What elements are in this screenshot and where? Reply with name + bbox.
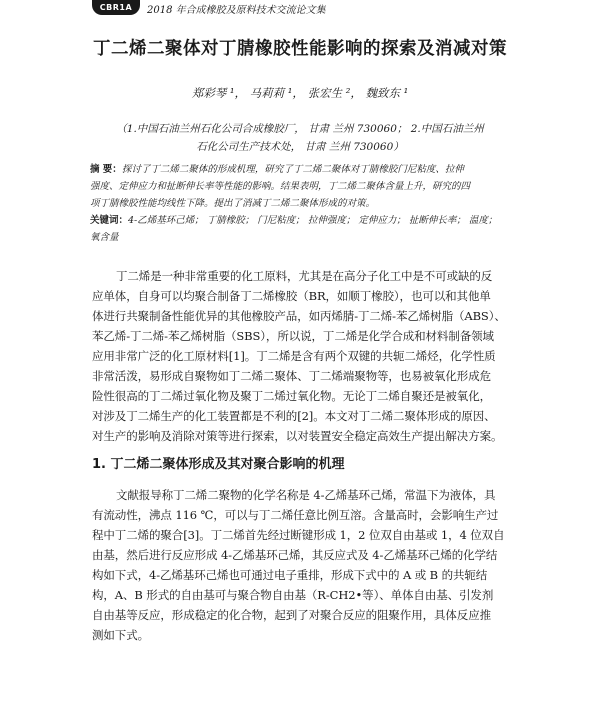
paper-title: 丁二烯二聚体对丁腈橡胶性能影响的探索及消减对策: [93, 39, 507, 59]
section-body-line: 构如下式，4-乙烯基环己烯也可通过电子重排，形成下式中的 A 或 B 的共轭结: [92, 568, 488, 582]
affiliation-line: 石化公司生产技术处， 甘肃 兰州 730060）: [196, 141, 404, 153]
intro-line: 对涉及丁二烯生产的化工装置都是不利的[2]。本文对丁二烯二聚体形成的原因、: [92, 409, 496, 423]
section-body-line: 测如下式。: [92, 628, 149, 642]
intro-line: 应单体，自身可以均聚合制备丁二烯橡胶（BR，如顺丁橡胶），也可以和其他单: [92, 289, 491, 303]
running-header: [92, 0, 512, 16]
section-body-line: 由基，然后进行反应形成 4-乙烯基环己烯，其反应式及 4-乙烯基环己烯的化学结: [92, 548, 498, 562]
intro-line: 丁二烯是一种非常重要的化工原料，尤其是在高分子化工中是不可或缺的反: [116, 269, 493, 283]
intro-line: 应用非常广泛的化工原材料[1]。丁二烯是含有两个双键的共轭二烯烃，化学性质: [92, 349, 496, 363]
section-body-line: 文献报导称丁二烯二聚物的化学名称是 4-乙烯基环己烯，常温下为液体，具: [116, 488, 496, 502]
intro-line: 苯乙烯-丁二烯-苯乙烯树脂（SBS），所以说，丁二烯是化学合成和材料制备领域: [92, 329, 494, 343]
section-body-line: 自由基等反应，形成稳定的化合物，起到了对聚合反应的阻聚作用，具体反应推: [92, 608, 491, 622]
running-title: 2018 年合成橡胶及原料技术交流论文集: [147, 5, 326, 16]
intro-line: 体进行共聚制备性能优异的其他橡胶产品，如丙烯腈-丁二烯-苯乙烯树脂（ABS）、: [92, 309, 506, 323]
section-body-line: 构，A、B 形式的自由基可与聚合物自由基（R-CH2•等）、单体自由基、引发剂: [92, 588, 494, 602]
author-list: 郑彩琴 ¹， 马莉莉 ¹， 张宏生 ²， 魏致东 ¹: [191, 86, 409, 100]
journal-logo: CBR1A: [92, 0, 140, 15]
abstract-label: 摘 要：: [90, 164, 122, 175]
affiliation-line: （1.中国石油兰州石化公司合成橡胶厂， 甘肃 兰州 730060； 2.中国石油兰州: [116, 123, 484, 135]
abstract-line: 项丁腈橡胶性能均线性下降。提出了消减丁二烯二聚体形成的对策。: [90, 198, 376, 209]
intro-line: 非常活泼，易形成自聚物如丁二烯二聚体、丁二烯端聚物等，也易被氧化形成危: [92, 369, 491, 383]
keywords-line: 氧含量: [90, 232, 119, 243]
keywords-line: 关键词：4-乙烯基环己烯； 丁腈橡胶； 门尼粘度； 拉伸强度； 定伸应力； 扯断伸长率； 温度；: [90, 215, 498, 226]
section-heading: 1. 丁二烯二聚体形成及其对聚合影响的机理: [92, 457, 345, 472]
section-body-line: 程中丁二烯的聚合[3]。丁二烯首先经过断键形成 1，2 位双自由基或 1，4 位双自: [92, 528, 505, 542]
abstract-line: 强度、定伸应力和扯断伸长率等性能的影响。结果表明，丁二烯二聚体含量上升，研究的四: [90, 181, 471, 192]
keywords-label: 关键词：: [90, 215, 129, 226]
intro-line: 险性很高的丁二烯过氧化物及聚丁二烯过氧化物。无论丁二烯自聚还是被氧化，: [92, 389, 491, 403]
abstract-line: 摘 要：探讨了丁二烯二聚体的形成机理，研究了丁二烯二聚体对丁腈橡胶门尼粘度、拉伸: [90, 164, 464, 175]
section-body-line: 有流动性，沸点 116 ℃，可以与丁二烯任意比例互溶。含量高时，会影响生产过: [92, 508, 499, 522]
intro-line: 对生产的影响及消除对策等进行探索，以对装置安全稳定高效生产提出解决方案。: [92, 429, 503, 443]
